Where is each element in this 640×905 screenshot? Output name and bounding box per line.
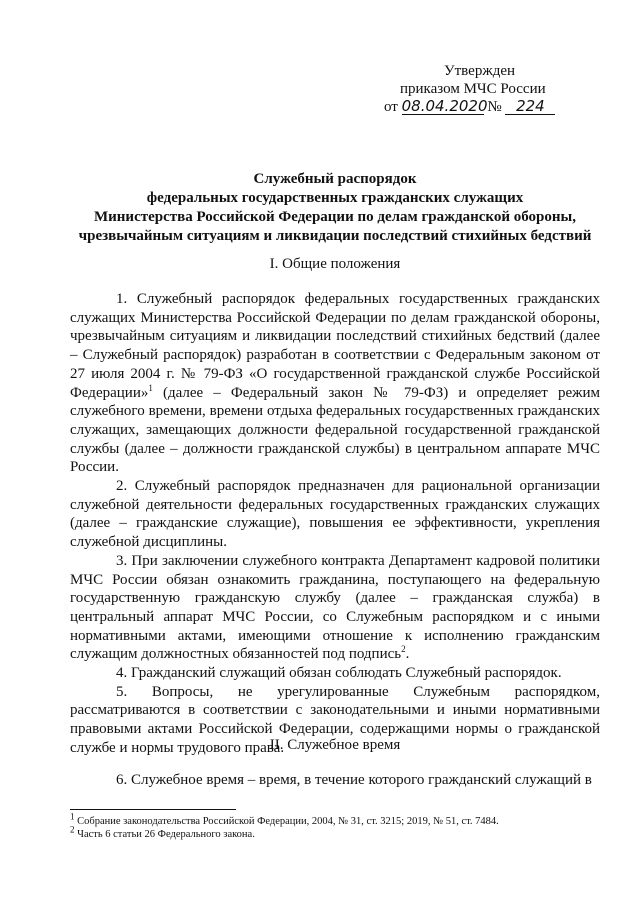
paragraph-2: 2. Служебный распорядок предназначен для рациональной организации служебной деятельности федеральных государственных гражданских служащих (далее – гражданские служащие), повышения ее эффективности, укрепления служебной дисциплины.	[70, 478, 600, 551]
paragraph-1	[70, 290, 600, 477]
footnote-2	[70, 824, 600, 841]
approval-ot: от	[384, 99, 398, 115]
footnote-2-mark: 2	[70, 824, 75, 835]
paragraph-3	[70, 552, 600, 664]
footnote-1-text: Собрание законодательства Российской Федерации, 2004, № 31, ст. 3215; 2019, № 51, ст. 7484.	[74, 816, 499, 827]
title-line-4: чрезвычайным ситуациям и ликвидации последствий стихийных бедствий	[78, 228, 592, 244]
footnote-separator	[70, 809, 236, 810]
title-line-3: Министерства Российской Федерации по делам гражданской обороны,	[93, 209, 576, 225]
paragraph-3-text-b: .	[405, 646, 410, 663]
paragraph-1-text-b: (далее – Федеральный закон № 79-ФЗ) и определяет режим служебного времени, времени отдыха федеральных государственных гражданских служащих, замещающих должности федеральной государственной гражданской службы (далее – должности гражданской службы) в центральном аппарате МЧС России.	[70, 384, 600, 476]
approval-order: приказом МЧС России	[400, 81, 546, 97]
approval-date-line	[384, 98, 614, 116]
body-part-2	[70, 771, 600, 790]
footnote-ref-1: 1	[148, 382, 153, 393]
section-heading-1: I. Общие положения	[269, 256, 401, 272]
paragraph-3-text-a: 3. При заключении служебного контракта Департамент кадровой политики МЧС России обязан ознакомить гражданина, поступающего на федеральную государственную гражданскую службу (далее – гражданская служба) в центральный аппарат МЧС России, со Служебным распорядком и с иными нормативными актами, имеющими отношение к исполнению гражданским служащим должностных обязанностей под подпись	[70, 552, 600, 663]
approval-date: 08.04.2020	[401, 97, 488, 115]
footnote-2-text: Часть 6 статьи 26 Федерального закона.	[74, 829, 255, 840]
title-line-1: Служебный распорядок	[253, 171, 417, 187]
approval-label: Утвержден	[444, 63, 516, 79]
title-line-2: федеральных государственных гражданских служащих	[146, 190, 524, 206]
paragraph-4: 4. Гражданский служащий обязан соблюдать Служебный распорядок.	[116, 665, 562, 682]
section-heading-2: II. Служебное время	[269, 737, 401, 753]
approval-no: №	[487, 99, 502, 115]
footnote-1	[70, 811, 600, 828]
approval-block	[384, 62, 614, 116]
body-part-1	[70, 290, 600, 758]
footnote-ref-2: 2	[401, 644, 406, 655]
document-title	[70, 170, 600, 246]
footnote-1-mark: 1	[70, 811, 75, 822]
paragraph-6: 6. Служебное время – время, в течение которого гражданский служащий в	[116, 772, 592, 788]
paragraph-1-text-a: 1. Служебный распорядок федеральных государственных гражданских служащих Министерства Российской Федерации по делам гражданской обороны, чрезвычайным ситуациям и ликвидации последствий стихийных бедствий (далее – Служебный распорядок) разработан в соответствии с Федеральным законом от 27 июля 2004 г. № 79-ФЗ «О государственной гражданской службе Российской Федерации»	[70, 291, 600, 401]
paragraph-5: 5. Вопросы, не урегулированные Служебным распорядком, рассматриваются в соответствии с законодательными и иными нормативными правовыми актами Российской Федерации, содержащими нормы о гражданской службе и нормы трудового права.	[70, 683, 600, 756]
approval-number: 224	[505, 99, 555, 115]
footnotes	[70, 811, 600, 841]
